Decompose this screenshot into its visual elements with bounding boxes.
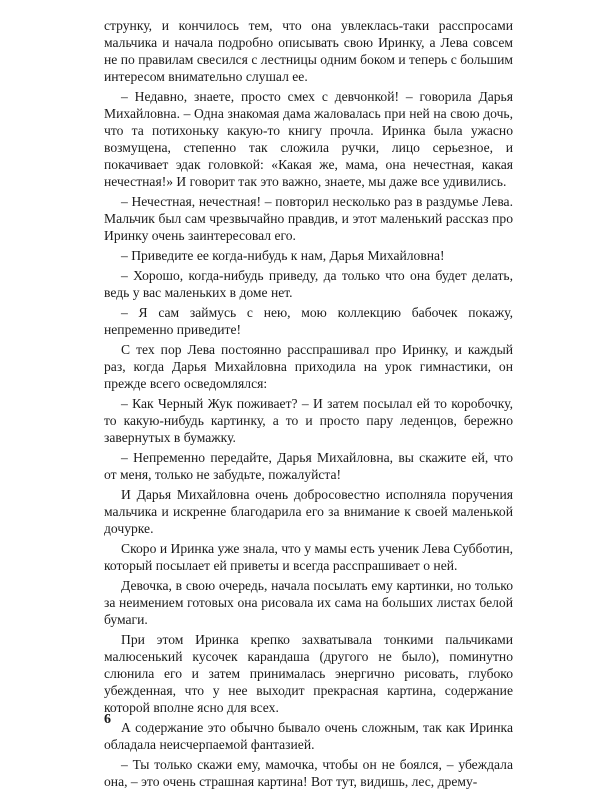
paragraph: А содержание это обычно бывало очень сложным, так как Иринка обладала неисчерпаемой фантазией. [104, 720, 513, 752]
paragraph: При этом Иринка крепко захватывала тонкими пальчиками малюсенький кусочек карандаша (другого не было), поминутно слюнила его и затем принималась энергично рисовать, глубоко убежденная, что у нее выходит прекрасная картина, содержание которой вполне ясно для всех. [104, 632, 513, 715]
paragraph: – Нечестная, нечестная! – повторил несколько раз в раздумье Лева. Мальчик был сам чрезвычайно правдив, и этот маленький рассказ про Иринку очень заинтересовал его. [104, 194, 513, 243]
paragraph: – Непременно передайте, Дарья Михайловна, вы скажите ей, что от меня, только не забудьте, пожалуйста! [104, 450, 513, 482]
paragraph: Скоро и Иринка уже знала, что у мамы есть ученик Лева Субботин, который посылает ей приветы и всегда расспрашивает о ней. [104, 541, 513, 573]
paragraph: – Недавно, знаете, просто смех с девчонкой! – говорила Дарья Михайловна. – Одна знакомая дама жаловалась при ней на свою дочь, что та потихоньку какую-то книгу прочла. Иринка была ужасно возмущена, степенно так сложила ручки, лицо серьезное, и покачивает эдак головкой: «Какая же, мама, она нечестная, какая нечестная!» И говорит так это важно, знаете, мы даже все удивились. [104, 89, 513, 189]
paragraph: – Как Черный Жук поживает? – И затем посылал ей то коробочку, то какую-нибудь картинку, а то и просто пару леденцов, бережно завернутых в бумажку. [104, 396, 513, 445]
paragraph: И Дарья Михайловна очень добросовестно исполняла поручения мальчика и искренне благодарила его за внимание к своей маленькой дочурке. [104, 487, 513, 536]
paragraph: – Ты только скажи ему, мамочка, чтобы он не боялся, – убеждала она, – это очень страшная картина! Вот тут, видишь, лес, дрему- [104, 757, 513, 789]
paragraph: струнку, и кончилось тем, что она увлеклась-таки расспросами мальчика и начала подробно описывать свою Иринку, а Лева совсем не по правилам свесился с лестницы одним боком и теперь с большим интересом внимательно слушал ее. [104, 18, 513, 84]
page-number: 6 [104, 712, 111, 727]
paragraph: С тех пор Лева постоянно расспрашивал про Иринку, и каждый раз, когда Дарья Михайловна приходила на урок гимнастики, он прежде всего осведомлялся: [104, 342, 513, 391]
paragraph: – Приведите ее когда-нибудь к нам, Дарья Михайловна! [121, 248, 445, 263]
paragraph: – Я сам займусь с нею, мою коллекцию бабочек покажу, непременно приведите! [104, 305, 513, 337]
paragraph: Девочка, в свою очередь, начала посылать ему картинки, но только за неимением готовых она рисовала их сама на больших листах белой бумаги. [104, 578, 513, 627]
paragraph: – Хорошо, когда-нибудь приведу, да только что она будет делать, ведь у вас маленьких в доме нет. [104, 268, 513, 300]
body-text [104, 17, 513, 790]
